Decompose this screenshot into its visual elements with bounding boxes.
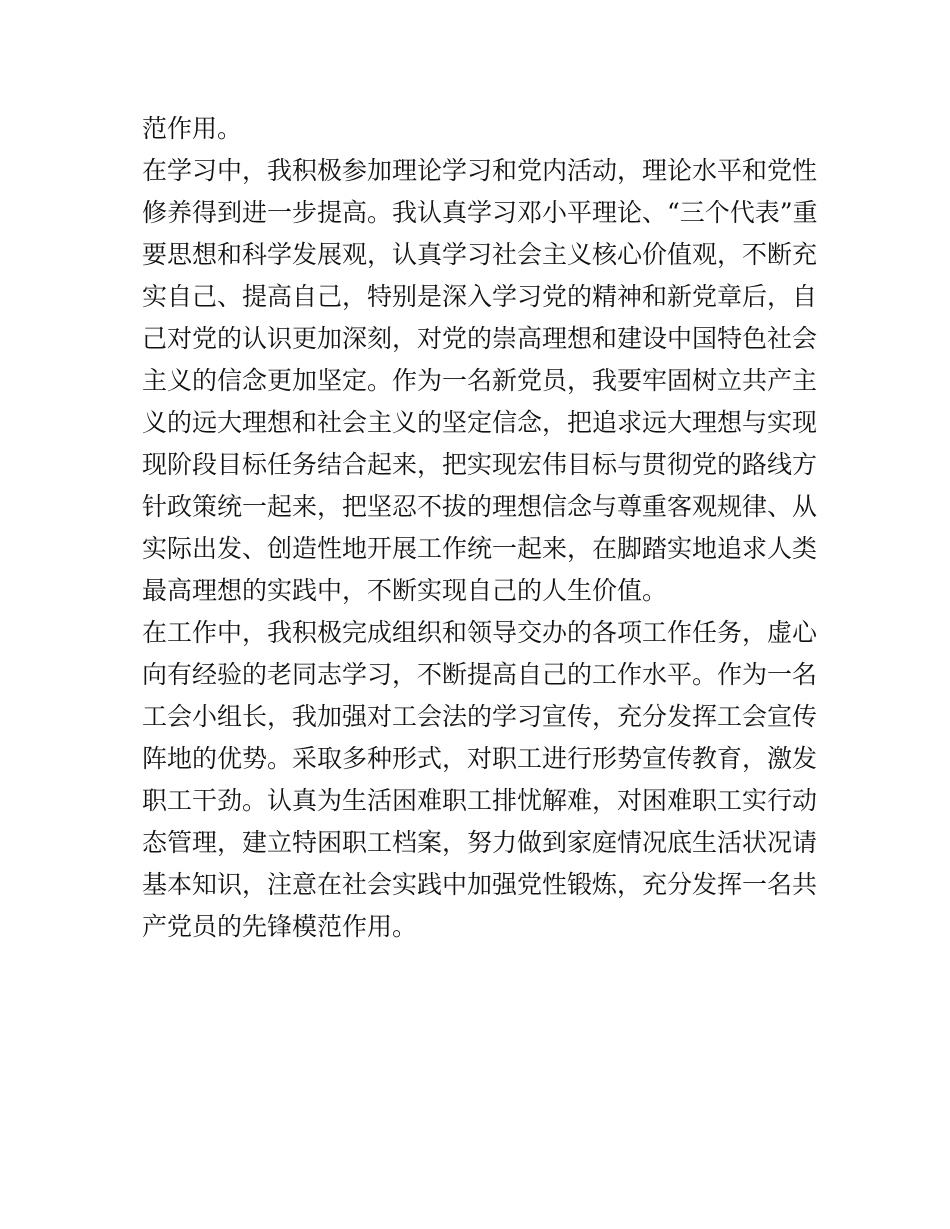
text-line: 阵地的优势。采取多种形式，对职工进行形势宣传教育，激发 [142, 744, 818, 773]
text-line: 范作用。 [142, 114, 243, 143]
text-line: 产党员的先锋模范作用。 [142, 912, 418, 941]
text-line: 工会小组长，我加强对工会法的学习宣传，充分发挥工会宣传 [142, 702, 818, 731]
text-line: 职工干劲。认真为生活困难职工排忧解难，对困难职工实行动 [142, 786, 818, 815]
text-line: 基本知识，注意在社会实践中加强党性锻炼，充分发挥一名共 [142, 870, 818, 899]
text-line: 向有经验的老同志学习，不断提高自己的工作水平。作为一名 [142, 660, 818, 689]
text-line: 最高理想的实践中，不断实现自己的人生价值。 [142, 576, 668, 605]
document-body [142, 108, 822, 948]
text-line: 在学习中，我积极参加理论学习和党内活动，理论水平和党性 [142, 156, 818, 185]
text-line: 己对党的认识更加深刻，对党的崇高理想和建设中国特色社会 [142, 324, 818, 353]
text-line: 态管理，建立特困职工档案，努力做到家庭情况底生活状况请 [142, 828, 818, 857]
text-line: 在工作中，我积极完成组织和领导交办的各项工作任务，虚心 [142, 618, 818, 647]
text-line: 现阶段目标任务结合起来，把实现宏伟目标与贯彻党的路线方 [142, 450, 818, 479]
text-line: 主义的信念更加坚定。作为一名新党员，我要牢固树立共产主 [142, 366, 818, 395]
text-line: 实自己、提高自己，特别是深入学习党的精神和新党章后，自 [142, 282, 818, 311]
text-line: 要思想和科学发展观，认真学习社会主义核心价值观，不断充 [142, 240, 818, 269]
text-line: 修养得到进一步提高。我认真学习邓小平理论、“三个代表”重 [142, 198, 818, 227]
text-line: 义的远大理想和社会主义的坚定信念，把追求远大理想与实现 [142, 408, 818, 437]
text-line: 针政策统一起来，把坚忍不拔的理想信念与尊重客观规律、从 [142, 492, 818, 521]
text-line: 实际出发、创造性地开展工作统一起来，在脚踏实地追求人类 [142, 534, 818, 563]
